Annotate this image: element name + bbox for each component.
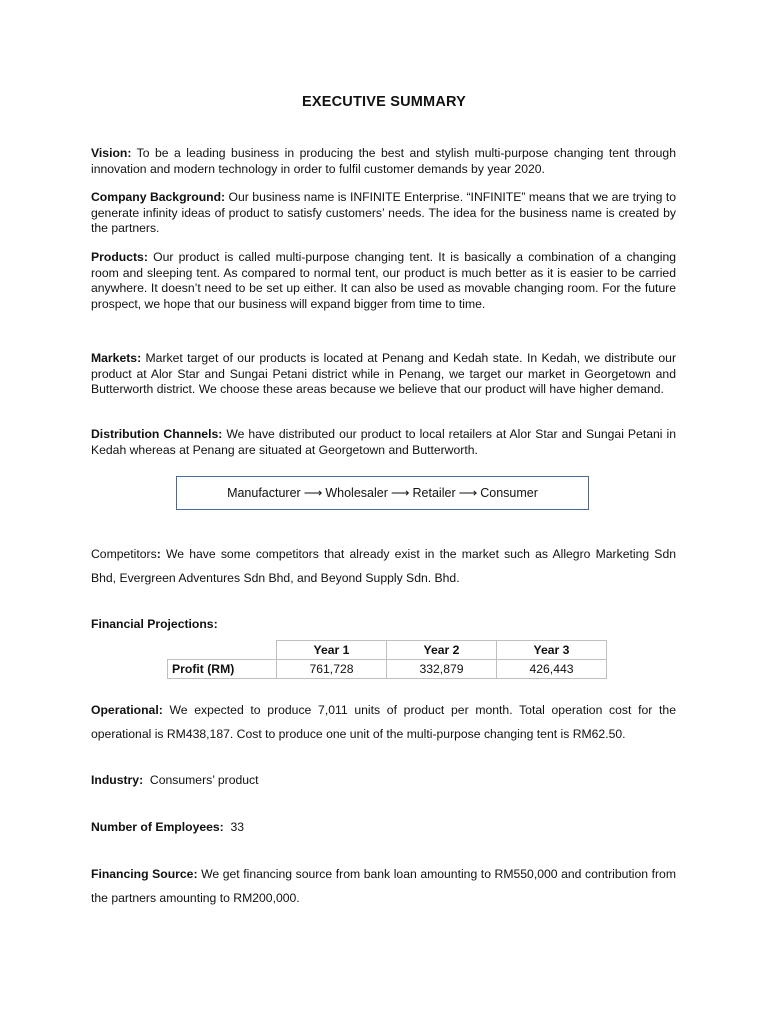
- table-corner-cell: [168, 641, 277, 660]
- financial-table: [167, 640, 607, 679]
- distribution-paragraph: [91, 427, 676, 458]
- financing-label: Financing Source:: [91, 867, 198, 881]
- arrow-right-icon: ⟶: [458, 485, 478, 500]
- background-text: Our business name is INFINITE Enterprise. “INFINITE” means that we are trying to generate infinity ideas of product to satisfy customers’ needs. The idea for the business name is created by the partners.: [91, 190, 677, 236]
- competitors-label: Competitors: [91, 547, 157, 561]
- products-label: Products:: [91, 250, 148, 264]
- operational-text: We expected to produce 7,011 units of product per month. Total operation cost for the operational is RM438,187. Cost to produce one unit of the multi-purpose changing tent is RM62.50.: [91, 703, 676, 741]
- table-header-year-1: Year 1: [277, 641, 387, 660]
- competitors-paragraph: [91, 542, 676, 590]
- table-row-label: Profit (RM): [168, 660, 277, 679]
- markets-label: Markets:: [91, 351, 142, 365]
- vision-label: Vision:: [91, 146, 132, 160]
- flow-step-wholesaler: Wholesaler: [325, 486, 388, 500]
- financing-paragraph: [91, 862, 676, 910]
- markets-text: Market target of our products is located at Penang and Kedah state. In Kedah, we distribute our product at Alor Star and Sungai Petani district while in Penang, we target our market in Georgetown and Butterworth district. We choose these areas because we believe that our product will have higher demand.: [91, 351, 676, 397]
- distribution-label: Distribution Channels:: [91, 427, 223, 441]
- arrow-right-icon: ⟶: [303, 485, 323, 500]
- table-cell-year-3: 426,443: [497, 660, 607, 679]
- table-header-year-3: Year 3: [497, 641, 607, 660]
- vision-text: To be a leading business in producing the best and stylish multi-purpose changing tent through innovation and modern technology in order to fulfil customer demands by year 2020.: [91, 146, 676, 176]
- table-row: [168, 660, 607, 679]
- markets-paragraph: [91, 351, 676, 398]
- products-text: Our product is called multi-purpose changing tent. It is basically a combination of a changing room and sleeping tent. As compared to normal tent, our product is much better as it is easier to be carried anywhere. It doesn’t need to be set up either. It can also be used as movable changing room. For the future prospect, we hope that our business will expand bigger from time to time.: [91, 250, 676, 311]
- table-header-row: [168, 641, 607, 660]
- arrow-right-icon: ⟶: [390, 485, 410, 500]
- table-header-year-2: Year 2: [387, 641, 497, 660]
- products-paragraph: [91, 250, 676, 312]
- flow-step-consumer: Consumer: [480, 486, 538, 500]
- vision-paragraph: [91, 146, 676, 177]
- financial-heading: Financial Projections:: [91, 617, 218, 631]
- page-title: EXECUTIVE SUMMARY: [302, 94, 466, 110]
- distribution-text: We have distributed our product to local retailers at Alor Star and Sungai Petani in Kedah whereas at Penang are situated at Georgetown and Butterworth.: [91, 427, 676, 457]
- industry-label: Industry:: [91, 773, 144, 787]
- financing-text: We get financing source from bank loan amounting to RM550,000 and contribution from the partners amounting to RM200,000.: [91, 867, 676, 905]
- employees-label: Number of Employees:: [91, 820, 224, 834]
- competitors-text: We have some competitors that already exist in the market such as Allegro Marketing Sdn Bhd, Evergreen Adventures Sdn Bhd, and Beyond Supply Sdn. Bhd.: [91, 547, 676, 585]
- operational-paragraph: [91, 698, 676, 746]
- industry-text: Consumers’ product: [143, 773, 259, 787]
- background-label: Company Background:: [91, 190, 226, 204]
- employees-text: 33: [223, 820, 245, 834]
- operational-label: Operational:: [91, 703, 163, 717]
- competitors-colon: :: [156, 547, 161, 561]
- background-paragraph: [91, 190, 676, 237]
- flow-step-retailer: Retailer: [412, 486, 456, 500]
- table-cell-year-1: 761,728: [277, 660, 387, 679]
- table-cell-year-2: 332,879: [387, 660, 497, 679]
- distribution-flow-diagram: [176, 476, 589, 510]
- flow-step-manufacturer: Manufacturer: [227, 486, 301, 500]
- industry-paragraph: [91, 773, 676, 789]
- employees-paragraph: [91, 820, 676, 836]
